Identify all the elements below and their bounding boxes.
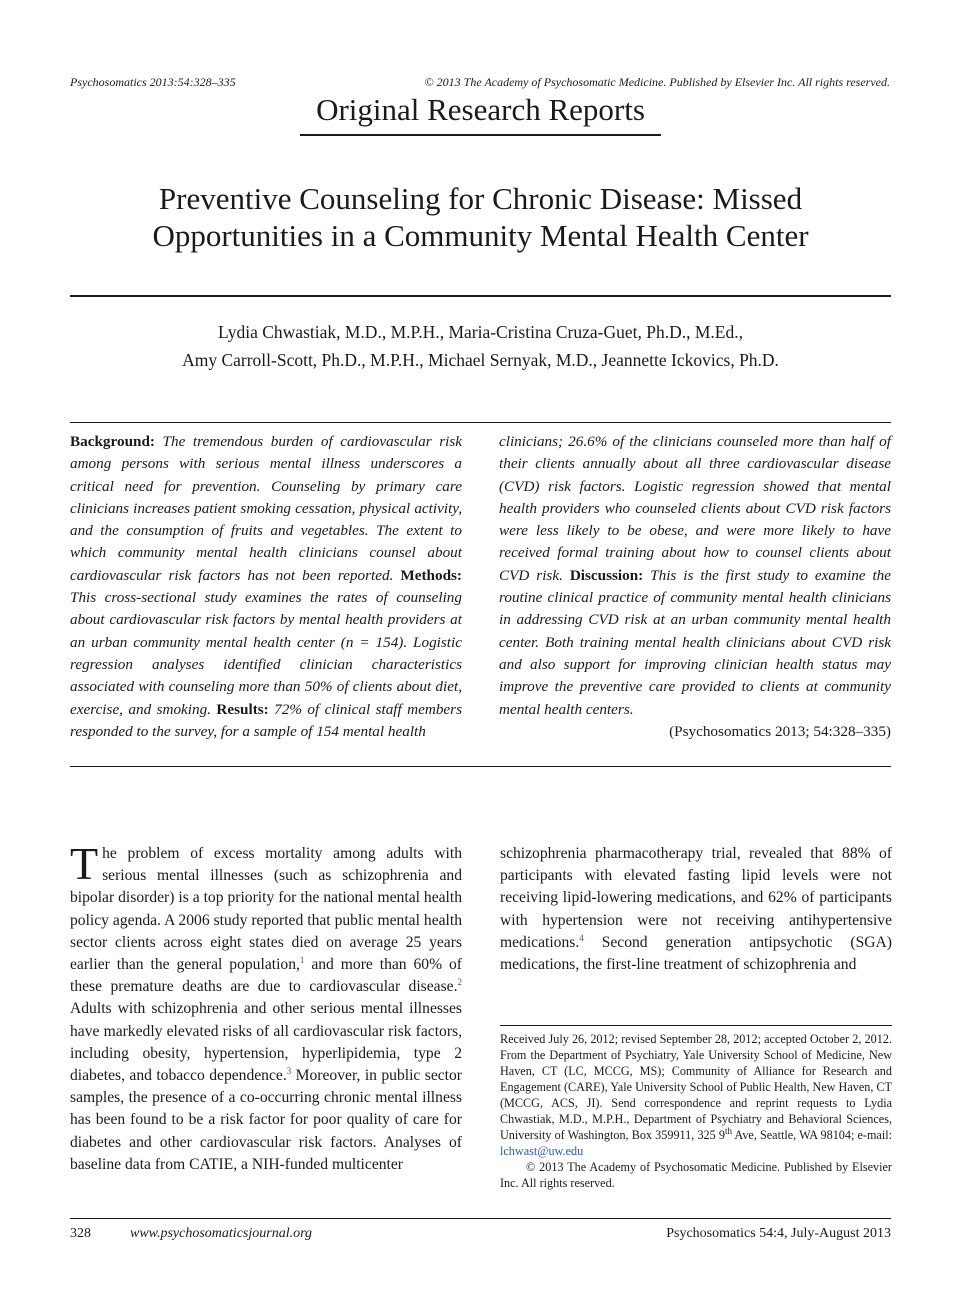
results-label: Results: — [216, 700, 269, 718]
abstract-bottom-divider — [70, 766, 891, 767]
methods-text: This cross-sectional study examines the rates of counseling about cardiovascular risk factors by mental health providers at an urban community mental health center (n = 154). Logistic regression analyses identified clinician characteristics associated with counseling more than 50% of clients about diet, exercise, and smoking. — [70, 589, 462, 718]
body-column-right — [500, 843, 892, 976]
body-text: and more than 60% of these premature deaths are due to cardiovascular disease. — [70, 956, 463, 996]
body-text: Second generation antipsychotic (SGA) medications, the first-line treatment of schizophrenia and — [500, 933, 892, 974]
footnote-text: Received July 26, 2012; revised September 28, 2012; accepted October 2, 2012. From the Department of Psychiatry, Yale University School of Medicine, New Haven, CT (LC, MCCG, MS); Community of Alliance for Research and Engagement (CARE), Yale University School of Public Health, New Haven, CT (MCCG, ACS, JI). Send correspondence and reprint requests to Lydia Chwastiak, M.D., M.P.H., Department of Psychiatry and Behavioral Sciences, University of Washington, Box 359911, 325 9 — [500, 1032, 892, 1142]
title-divider — [70, 295, 891, 297]
abstract-citation: (Psychosomatics 2013; 54:328–335) — [669, 722, 891, 740]
footnote-divider — [500, 1025, 892, 1026]
reference-link-3[interactable]: 3 — [286, 1065, 292, 1076]
body-text: schizophrenia pharmacotherapy trial, revealed that 88% of participants with elevated fasting lipid levels were not receiving lipid-lowering medications, and 62% of participants with hypertension were not receiving antihypertensive medications. — [500, 845, 892, 951]
abstract-right-column — [499, 431, 891, 743]
body-column-left — [70, 838, 463, 1176]
results-text-continued: clinicians; 26.6% of the clinicians counseled more than half of their clients annually about all three cardiovascular disease (CVD) risk factors. Logistic regression showed that mental health providers who counseled clients about CVD risk factors were less likely to be obese, and were more likely to have received formal training about how to counsel clients about CVD risk. — [499, 433, 891, 584]
journal-reference: Psychosomatics 2013:54:328–335 — [70, 75, 236, 89]
reference-link-2[interactable]: 2 — [457, 977, 462, 988]
discussion-label: Discussion: — [569, 566, 644, 584]
page-number: 328 — [70, 1226, 91, 1241]
footer-divider — [70, 1218, 891, 1219]
article-footnote — [500, 1031, 892, 1191]
footnote-copyright: © 2013 The Academy of Psychosomatic Medicine. Published by Elsevier Inc. All rights reserved. — [500, 1160, 892, 1190]
drop-cap: T — [70, 838, 99, 889]
background-label: Background: — [70, 433, 155, 450]
reference-link-1[interactable]: 1 — [299, 954, 305, 965]
abstract-left-column — [70, 431, 462, 743]
journal-website-link[interactable]: www.psychosomaticsjournal.org — [130, 1226, 313, 1241]
results-text: 72% of clinical staff members responded to the survey, for a sample of 154 mental health — [70, 700, 462, 740]
body-text: Moreover, in public sector samples, the presence of a co-occurring chronic mental illness has been found to be a risk factor for poor quality of care for diabetes and other cardiovascular risk factors. Analyses of baseline data from CATIE, a NIH-funded multicenter — [70, 1067, 462, 1173]
article-title: Preventive Counseling for Chronic Disease: Missed Opportunities in a Community Mental Health Center — [152, 181, 809, 253]
authors-line-1: Lydia Chwastiak, M.D., M.P.H., Maria-Cristina Cruza-Guet, Ph.D., M.Ed., — [218, 322, 743, 342]
email-link[interactable]: lchwast@uw.edu — [500, 1144, 584, 1158]
abstract-top-divider — [70, 422, 891, 423]
discussion-text: This is the first study to examine the routine clinical practice of community mental health clinicians in addressing CVD risk at an urban community mental health center. Both training mental health clinicians about CVD risk and also support for improving clinician health status may improve the preventive care provided to clients at community mental health centers. — [499, 566, 892, 718]
authors-line-2: Amy Carroll-Scott, Ph.D., M.P.H., Michael Sernyak, M.D., Jeannette Ickovics, Ph.D. — [182, 350, 779, 370]
methods-label: Methods: — [400, 566, 462, 584]
author-list — [70, 318, 891, 374]
background-text: The tremendous burden of cardiovascular risk among persons with serious mental illness underscores a critical need for prevention. Counseling by primary care clinicians increases patient smoking cessation, physical activity, and the consumption of fruits and vegetables. The extent to which community mental health clinicians counsel about cardiovascular risk factors has not been reported. — [70, 433, 462, 584]
footnote-text: Ave, Seattle, WA 98104; e-mail: — [731, 1128, 892, 1142]
body-text: Adults with schizophrenia and other serious mental illnesses have markedly elevated risks of all cardiovascular risk factors, including obesity, hypertension, hyperlipidemia, type 2 diabetes, and tobacco dependence. — [70, 1000, 462, 1085]
copyright-header: © 2013 The Academy of Psychosomatic Medicine. Published by Elsevier Inc. All rights reserved. — [424, 75, 890, 89]
ordinal-suffix: th — [724, 1125, 732, 1136]
section-heading: Original Research Reports — [300, 90, 661, 136]
body-text: he problem of excess mortality among adults with serious mental illnesses (such as schizophrenia and bipolar disorder) is a top priority for the national mental health policy agenda. A 2006 study reported that public mental health sector clients across eight states died on average 25 years earlier than the general population, — [70, 845, 462, 974]
reference-link-4[interactable]: 4 — [579, 932, 584, 943]
issue-info: Psychosomatics 54:4, July-August 2013 — [666, 1226, 891, 1241]
